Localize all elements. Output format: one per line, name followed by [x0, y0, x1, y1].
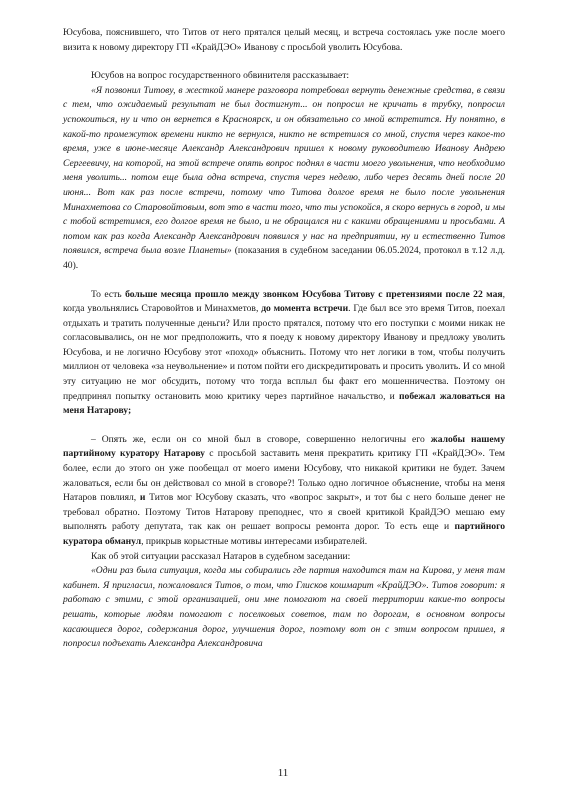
p4-bold-2: до момента встречи	[261, 303, 349, 315]
page-body	[63, 26, 505, 652]
paragraph-2: Юсубов на вопрос государственного обвинителя рассказывает:	[91, 70, 350, 82]
p4-text-3: . Где был все это время Титов, поехал отдыхать и тратить полученные деньги? Или просто прятался, потому что его поступки с моими никак не согласовывались, он не мог предположить, что я поеду к новому директору Иванову и предложу уволить Юсубова, и не логично Юсубову этот «поход» объяснить. Потому что нет логики в том, чтобы получить миллион от человека «за неувольнение» и потом пойти его дискредитировать и просить уволить. И со мной эту ситуацию не мог обсудить, потому что тогда всплыл бы факт его мошенничества. Поэтому он предпринял попытку остановить мою критику через партийное начальство, и	[63, 303, 505, 402]
p5-text-4: , прикрыв корыстные мотивы интересами избирателей.	[141, 536, 368, 547]
paragraph-4	[63, 288, 505, 419]
quote-natarov: «Одни раз была ситуация, когда мы собирались где партия находится там на Кирова, у меня там кабинет. Я пригласил, пожаловался Титов, о том, что Глисков кошмарит «КрайДЭО». Титов говорит: я работаю с этими, с этой организацией, они мне помогают на своей территории какие-то вопросы решать, которые людям помогают с поселковых советов, там по дорогам, в основном вопросы касающиеся дорог, содержания дорог, улучшения дорог, поэтому вот он с этим вопросом пришел, я попросил подъехать Александра Александровича	[63, 565, 505, 650]
paragraph-7-quote	[63, 564, 505, 652]
p4-text-2: , когда увольнялись Старовойтов и Минахметов,	[63, 288, 506, 315]
paragraph-3-quote	[63, 84, 505, 274]
p5-text-3: Титов мог Юсубову сказать, что «вопрос закрыт», и тот бы с него больше денег не требовал обратно. Поэтому Титов Натарову преподнес, что я своей критикой КрайДЭО мешаю ему выполнять работу депутата, так как он решает вопросы ремонта дорог. То есть еще и	[63, 492, 505, 533]
p4-bold-3: побежал жаловаться на меня Натарову;	[63, 390, 505, 417]
p4-text-1: То есть	[91, 288, 126, 300]
paragraph-1: Юсубова, пояснившего, что Титов от него прятался целый месяц, и встреча состоялась уже после моего визита к новому директору ГП «КрайДЭО» Иванову с просьбой уволить Юсубова.	[63, 27, 505, 53]
p5-text-2: с просьбой заставить меня прекратить критику ГП «КрайДЭО». Тем более, если до этого он уже пообещал от моего имени Юсубову, что никакой критики не будет. Зачем жаловаться, если бы он действовал со мной в сговоре?! Только одно логичное объяснение, чтобы на меня Натаров повлиял,	[63, 448, 505, 504]
p5-bold-1: жалобы нашему партийному куратору Натарову	[63, 433, 506, 460]
p5-bold-3: партийного куратора обманул	[63, 521, 505, 547]
page-number: 11	[277, 767, 289, 779]
paragraph-5	[63, 433, 505, 550]
p4-bold-1: больше месяца прошло между звонком Юсубова Титову с претензиями после 22 мая	[125, 288, 503, 300]
paragraph-6: Как об этой ситуации рассказал Натаров в судебном заседании:	[91, 550, 351, 562]
p5-text-1: – Опять же, если он со мной был в сговоре, совершенно нелогичны его	[91, 433, 431, 445]
quote-source: (показания в судебном заседании 06.05.2024, протокол в т.12 л.д. 40).	[63, 245, 505, 271]
quote-yusubov: «Я позвонил Титову, в жесткой манере разговора потребовал вернуть денежные средства, в связи с тем, что ожидаемый результат не был достигнут... он попросил не кричать в трубку, попросил успокоиться, ну и что он вернется в Красноярск, и он обязательно со мной встретится. Ну понятно, в какой-то промежуток времени никто не вернулся, никто не встретился со мной, спустя через какое-то время, уже в июне-месяце Александр Александрович пришел к новому руководителю Ивановy Андрею Сергеевичу, на которой, на этой встрече опять вопрос поднял в части моего увольнения, что необходимо меня уволить... потом еще была одна встреча, спустя через неделю, либо через десять дней после 20 июня... Вот как раз после встречи, потому что Титова долгое время не было после увольнения Минахметова со Старовойтовым, вот это в части того, что ты успокойся, я скоро вернусь в город, и мы с тобой встретимся, его долгое время не было, и не обращался ни с какими обращениями и просьбами. А потом как раз когда Александр Александрович появился у нас на предприятии, ну и естественно Титов появился, встреча была возле Планеты»	[63, 84, 505, 257]
p5-bold-2: и	[139, 492, 146, 504]
